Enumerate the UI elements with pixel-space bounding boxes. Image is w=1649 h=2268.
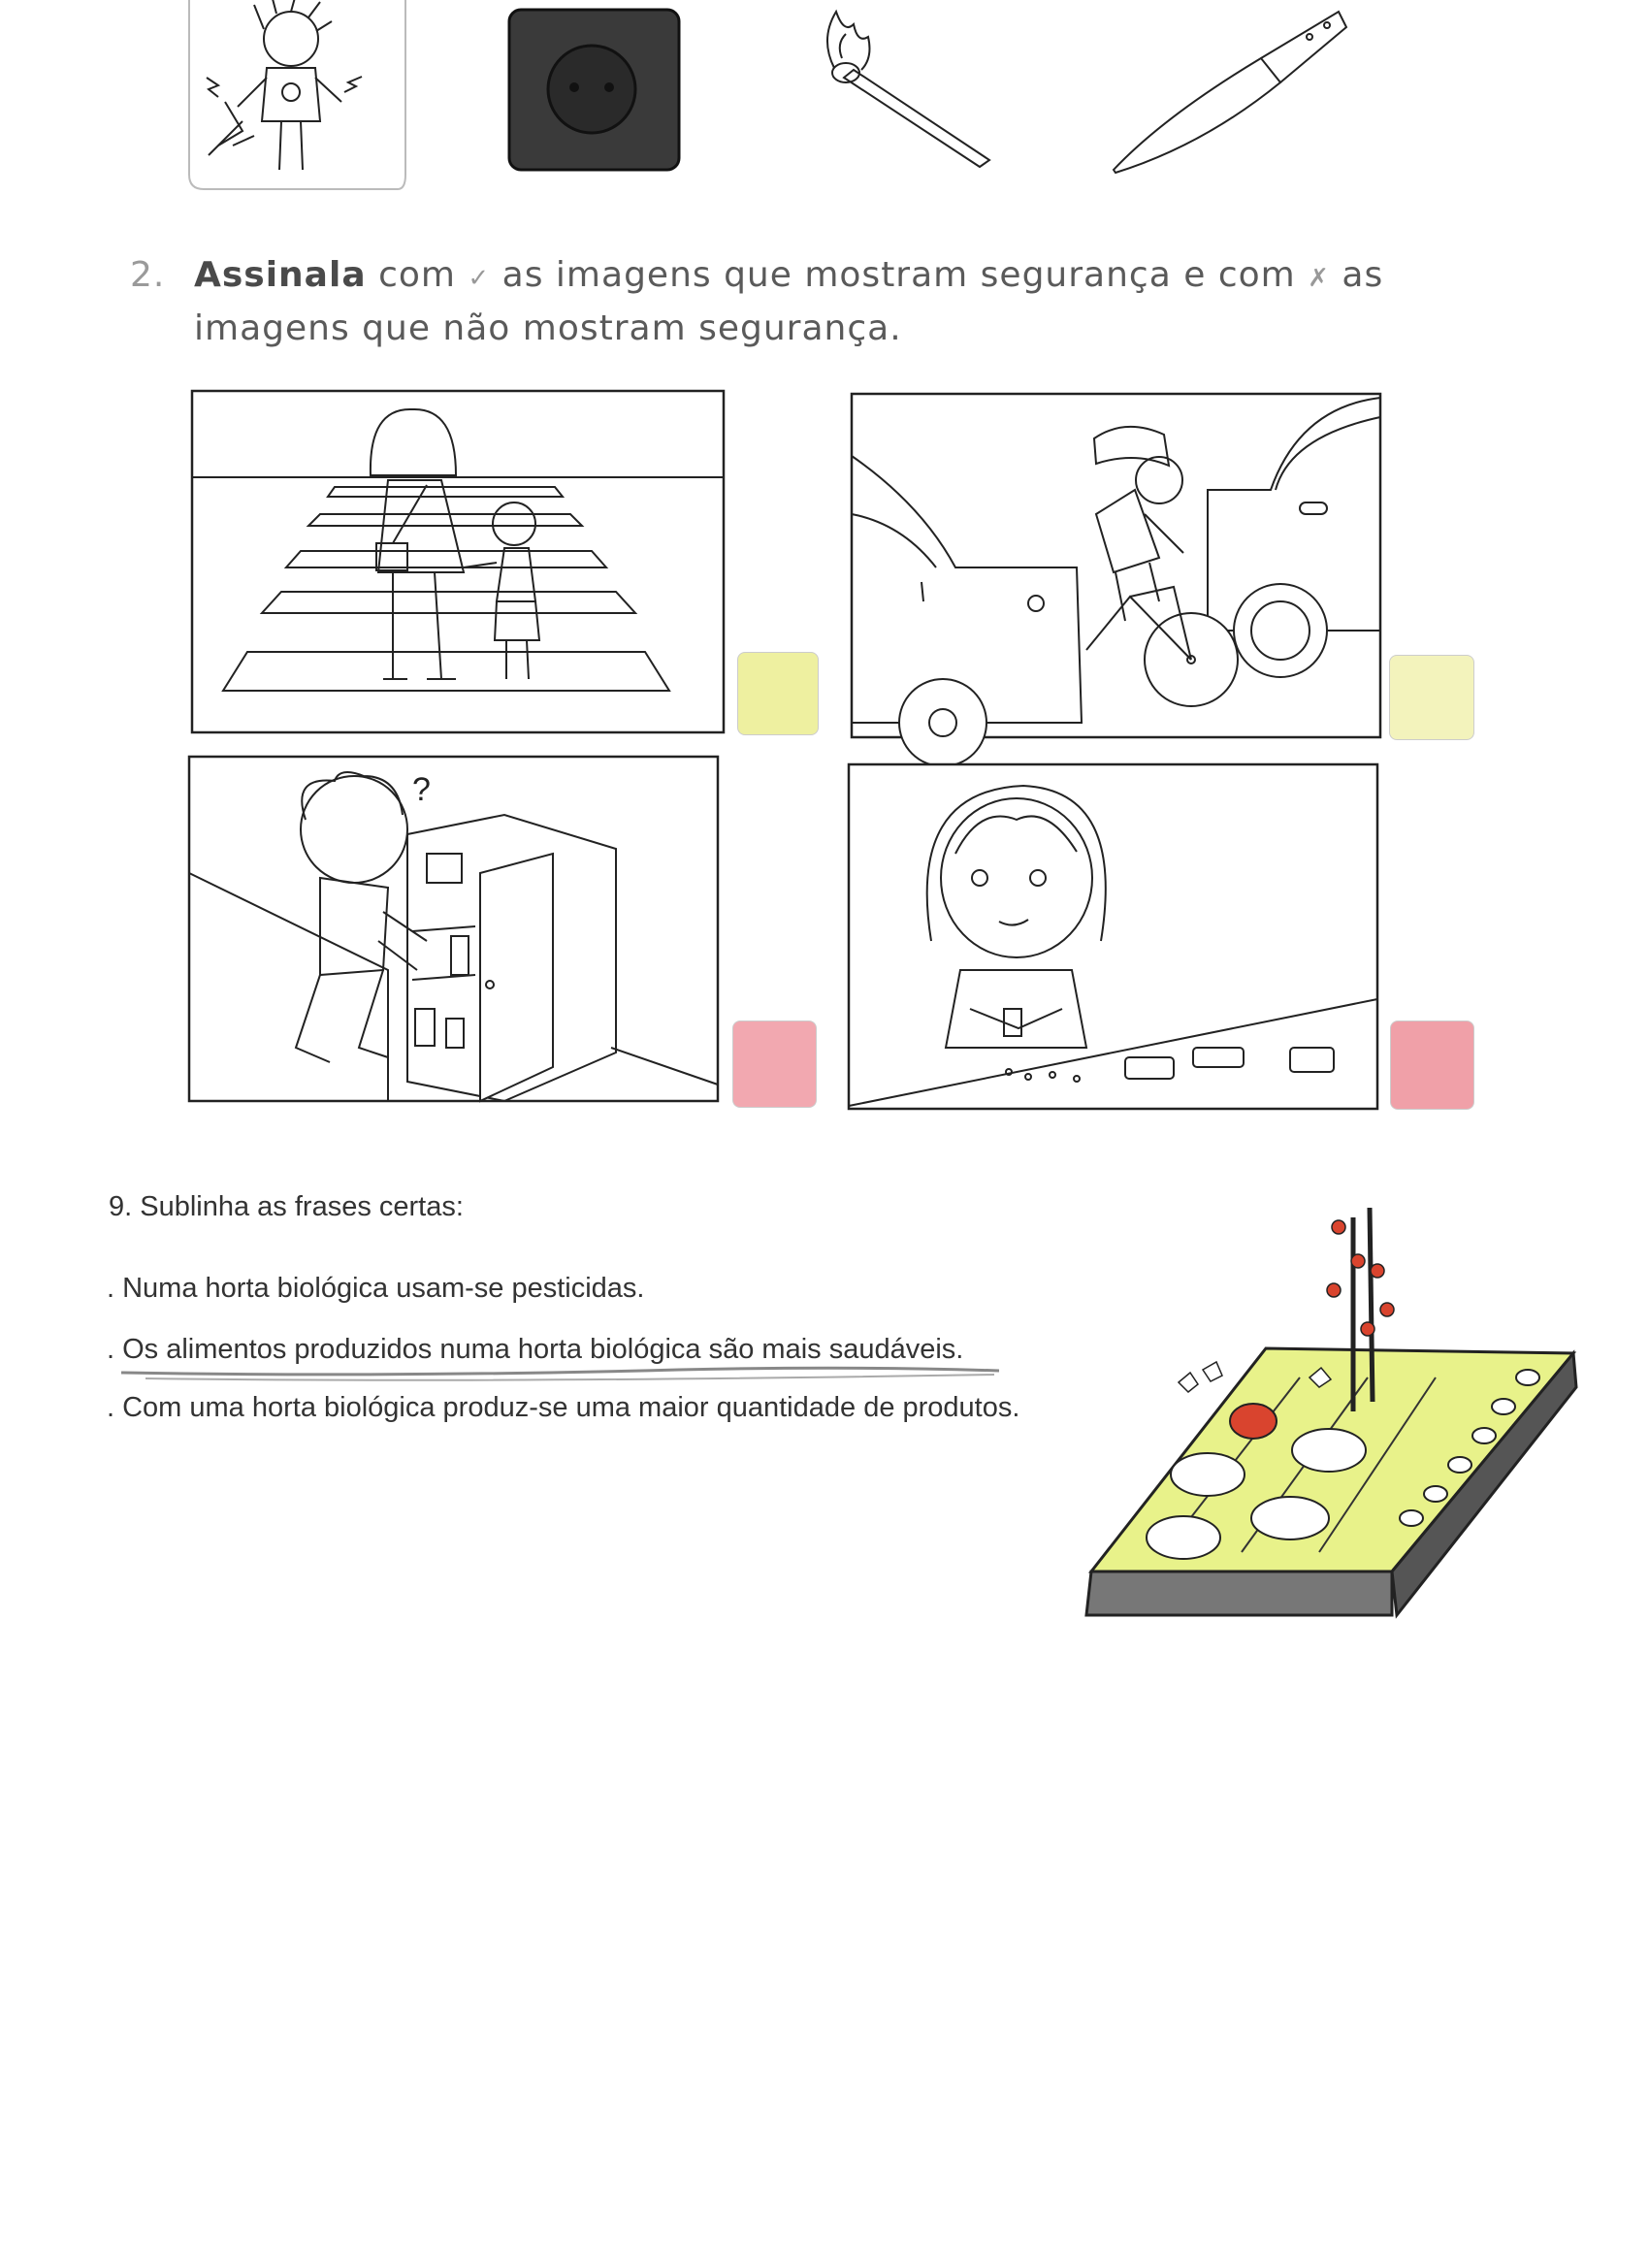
check-symbol: ✓: [468, 264, 491, 293]
sentence-3[interactable]: . Com uma horta biológica produz-se uma maior quantidade de produtos.: [107, 1392, 1020, 1423]
svg-text:?: ?: [412, 771, 431, 808]
sentence-1[interactable]: . Numa horta biológica usam-se pesticidas.: [107, 1273, 645, 1304]
question-2-lead: Assinala: [194, 255, 367, 295]
cross-symbol: ✗: [1308, 264, 1330, 293]
sentence-2[interactable]: . Os alimentos produzidos numa horta biológica são mais saudáveis.: [107, 1334, 964, 1365]
question-2-number: 2.: [130, 255, 166, 295]
question-2-text-a: com: [378, 255, 456, 295]
question-2-text-b: as imagens que mostram segurança e com: [501, 255, 1296, 295]
question-9-title: 9. Sublinha as frases certas:: [109, 1191, 464, 1222]
question-2-text-c: as imagens que não mostram segurança.: [194, 255, 1384, 348]
